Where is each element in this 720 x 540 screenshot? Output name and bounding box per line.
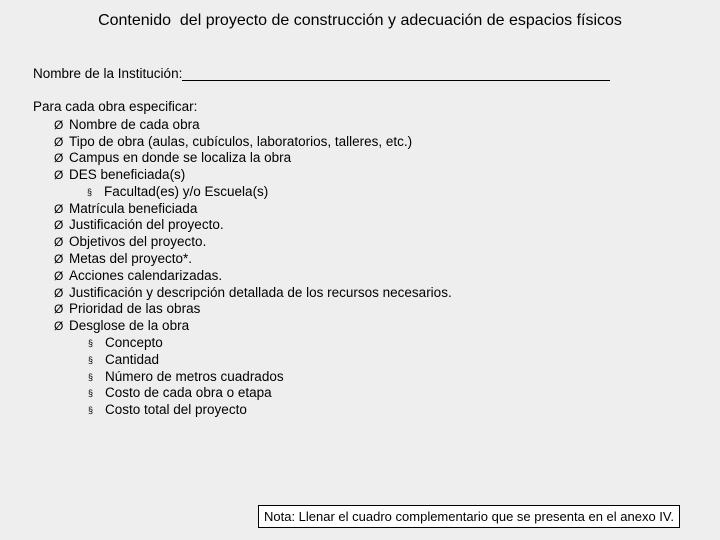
list-item: Ø Justificación y descripción detallada de los recursos necesarios. bbox=[54, 285, 452, 300]
square-bullet-icon: § bbox=[88, 372, 94, 382]
sub-list-item: § Cantidad bbox=[88, 352, 160, 367]
document-title: Contenido del proyecto de construcción y adecuación de espacios físicos bbox=[98, 12, 622, 29]
arrow-bullet-icon: Ø bbox=[54, 319, 64, 333]
arrow-bullet-icon: Ø bbox=[54, 269, 64, 283]
list-item: Ø Campus en donde se localiza la obra bbox=[54, 150, 292, 165]
arrow-bullet-icon: Ø bbox=[54, 286, 64, 300]
list-item: Ø Nombre de cada obra bbox=[54, 117, 200, 132]
square-bullet-icon: § bbox=[88, 388, 94, 398]
sub-list-item: § Facultad(es) y/o Escuela(s) bbox=[87, 184, 269, 199]
list-item: Ø DES beneficiada(s) bbox=[54, 167, 186, 182]
list-item: Ø Acciones calendarizadas. bbox=[54, 268, 223, 283]
arrow-bullet-icon: Ø bbox=[54, 252, 64, 266]
arrow-bullet-icon: Ø bbox=[54, 202, 64, 216]
institution-label: Nombre de la Institución: bbox=[33, 66, 183, 81]
sub-list-item: § Costo total del proyecto bbox=[88, 402, 247, 417]
list-item: Ø Metas del proyecto*. bbox=[54, 251, 193, 266]
list-item: Ø Desglose de la obra bbox=[54, 318, 190, 333]
intro-text: Para cada obra especificar: bbox=[33, 99, 198, 114]
list-item: Ø Prioridad de las obras bbox=[54, 301, 201, 316]
sub-list-item: § Número de metros cuadrados bbox=[88, 369, 284, 384]
list-item: Ø Matrícula beneficiada bbox=[54, 201, 198, 216]
square-bullet-icon: § bbox=[88, 338, 94, 348]
list-item: Ø Tipo de obra (aulas, cubículos, laboratorios, talleres, etc.) bbox=[54, 134, 413, 149]
arrow-bullet-icon: Ø bbox=[54, 151, 64, 165]
sub-list-item: § Concepto bbox=[88, 335, 163, 350]
square-bullet-icon: § bbox=[87, 187, 93, 197]
list-item: Ø Objetivos del proyecto. bbox=[54, 234, 207, 249]
list-item: Ø Justificación del proyecto. bbox=[54, 217, 224, 232]
arrow-bullet-icon: Ø bbox=[54, 302, 64, 316]
note-box: Nota: Llenar el cuadro complementario que se presenta en el anexo IV. bbox=[258, 505, 680, 528]
institution-field bbox=[33, 66, 610, 81]
square-bullet-icon: § bbox=[88, 405, 94, 415]
arrow-bullet-icon: Ø bbox=[54, 235, 64, 249]
arrow-bullet-icon: Ø bbox=[54, 135, 64, 149]
sub-list-item: § Costo de cada obra o etapa bbox=[88, 385, 272, 400]
arrow-bullet-icon: Ø bbox=[54, 218, 64, 232]
arrow-bullet-icon: Ø bbox=[54, 168, 64, 182]
square-bullet-icon: § bbox=[88, 355, 94, 365]
arrow-bullet-icon: Ø bbox=[54, 118, 64, 132]
institution-blank-line bbox=[182, 66, 610, 81]
